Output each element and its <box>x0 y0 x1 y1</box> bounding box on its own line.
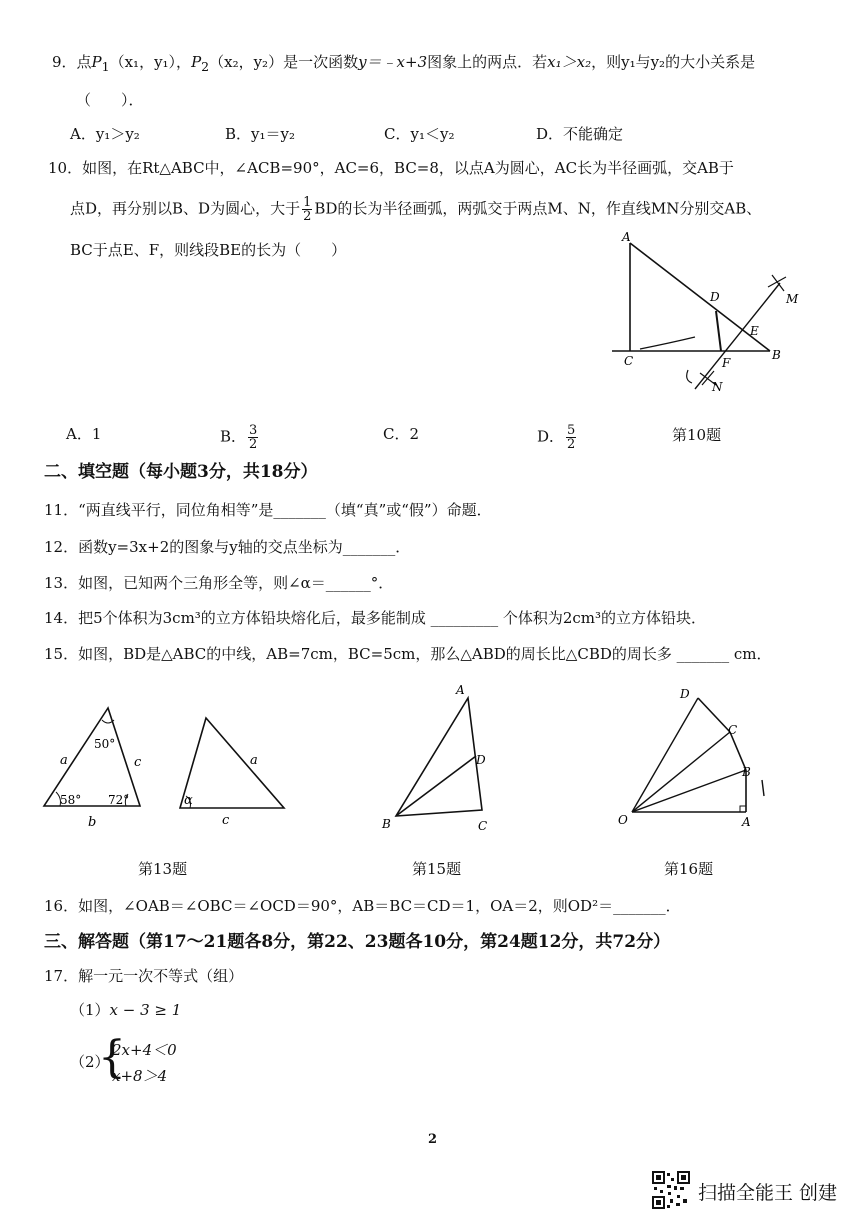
q10-figure <box>600 225 815 395</box>
label-f: F <box>722 356 731 370</box>
label-e: E <box>750 324 759 338</box>
label-d: D <box>710 290 720 304</box>
q10-caption: 第10题 <box>672 426 722 444</box>
angle-50: 50° <box>94 737 116 751</box>
q17-part2-label: （2） <box>70 1053 110 1071</box>
q9-option-c: C．y₁＜y₂ <box>384 125 455 143</box>
q16: 16．如图，∠OAB＝∠OBC＝∠OCD＝90°，AB＝BC＝CD＝1，OA＝2，则OD²＝_______． <box>44 897 681 915</box>
label-d: D <box>476 753 486 767</box>
q16-caption: 第16题 <box>664 860 714 878</box>
angle-58: 58° <box>60 793 82 807</box>
label-b: B <box>382 817 391 831</box>
q15-caption: 第15题 <box>412 860 462 878</box>
q17-part1: （1）x − 3 ≥ 1 <box>70 1001 182 1019</box>
q15-figure <box>378 684 498 836</box>
side-a-2: a <box>250 753 258 768</box>
q14: 14．把5个体积为3cm³的立方体铅块熔化后，最多能制成 _________ 个体积为2cm³的立方体铅块． <box>44 609 707 627</box>
label-m: M <box>786 292 799 306</box>
q16-figure <box>612 680 772 830</box>
q10-option-d: D． $\frac{5}{2}$ <box>537 423 576 452</box>
label-n: N <box>712 380 723 394</box>
q9-blank: （ ）． <box>76 91 144 109</box>
q9-option-d: D．不能确定 <box>536 125 624 143</box>
label-a: A <box>622 230 631 244</box>
q13: 13．如图，已知两个三角形全等，则∠α＝______°． <box>44 574 394 592</box>
q17-part2-line2: x+8＞4 <box>112 1067 168 1085</box>
half-fraction: $\frac{1}{2}$ <box>303 195 312 224</box>
label-c: C <box>624 354 634 368</box>
angle-72: 72° <box>108 793 130 807</box>
label-c: C <box>478 819 488 833</box>
q17-part2-line1: 2x+4＜0 <box>112 1041 177 1059</box>
label-c: C <box>728 723 738 737</box>
label-a: A <box>456 684 465 697</box>
q10-option-c: C．2 <box>383 425 420 443</box>
q12: 12．函数y=3x+2的图象与y轴的交点坐标为_______． <box>44 538 411 556</box>
q10-line1: 10．如图，在Rt△ABC中，∠ACB=90°，AC=6，BC=8，以点A为圆心，AC长为半径画弧，交AB于 <box>48 159 734 177</box>
label-a: A <box>742 815 751 829</box>
q9-option-b: B．y₁＝y₂ <box>225 125 295 143</box>
label-b: B <box>742 765 751 779</box>
q10-line2: 点D，再分别以B、D为圆心，大于 $\frac{1}{2}$ BD的长为半径画弧，两弧交于两点M、N，作直线MN分别交AB、 <box>70 195 762 224</box>
angle-alpha: α <box>184 793 193 808</box>
label-o: O <box>618 813 628 827</box>
q13-figure <box>36 700 296 830</box>
q9-stem: 9．点$P_1(x_1$，y₁），$P_2(x_2$，y₂）是一次函数y＝﹣x+3图象上的两点．若x₁＞x₂，则y₁与y₂的大小关系是 <box>52 53 756 74</box>
q17-stem: 17．解一元一次不等式（组） <box>44 967 244 985</box>
system-brace: { <box>98 1032 126 1083</box>
label-b: B <box>772 348 781 362</box>
page-number: 2 <box>428 1132 438 1147</box>
label-d: D <box>680 687 690 701</box>
side-c-1: c <box>134 755 142 770</box>
side-a-1: a <box>60 753 68 768</box>
q10-option-b: B． $\frac{3}{2}$ <box>220 423 258 452</box>
q13-caption: 第13题 <box>138 860 188 878</box>
q11: 11．“两直线平行，同位角相等”是_______（填“真”或“假”）命题． <box>44 501 492 519</box>
side-c-2: c <box>222 813 230 828</box>
q10-line3: BC于点E、F，则线段BE的长为（ ） <box>70 241 347 259</box>
section-3-title: 三、解答题（第17～21题各8分，第22、23题各10分，第24题12分，共72分） <box>44 932 671 952</box>
q10-option-a: A．1 <box>66 425 102 443</box>
section-2-title: 二、填空题（每小题3分，共18分） <box>44 462 318 482</box>
watermark: 扫描全能王 创建 <box>698 1182 838 1204</box>
qr-code-icon <box>652 1171 690 1209</box>
q9-option-a: A．y₁＞y₂ <box>70 125 140 143</box>
q15: 15．如图，BD是△ABC的中线，AB=7cm，BC=5cm，那么△ABD的周长比△CBD的周长多 _______ cm． <box>44 645 772 663</box>
side-b-1: b <box>88 815 97 830</box>
